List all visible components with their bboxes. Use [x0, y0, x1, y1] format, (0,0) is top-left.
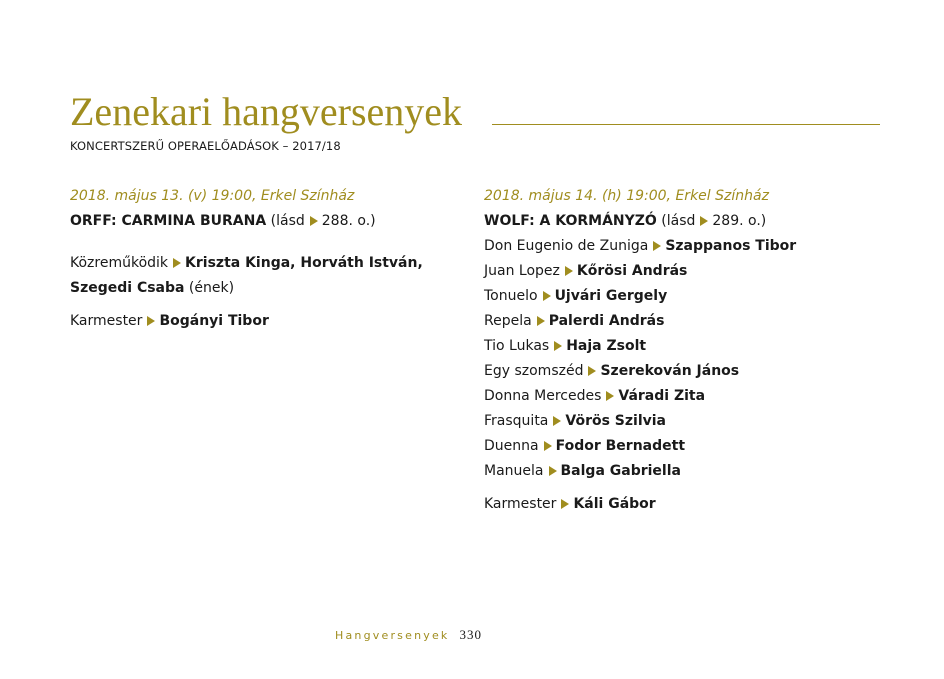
cast-role: Donna Mercedes — [484, 388, 602, 404]
cast-row — [484, 359, 884, 384]
triangle-right-icon — [554, 341, 562, 351]
cast-name: Balga Gabriella — [560, 463, 681, 479]
cast-row — [484, 234, 884, 259]
cast-role: Egy szomszéd — [484, 363, 584, 379]
ref-prefix: (lásd — [266, 213, 305, 229]
concert-left — [70, 184, 470, 334]
cast-role: Juan Lopez — [484, 263, 560, 279]
page-number: 330 — [459, 627, 482, 642]
conductor-name: Káli Gábor — [573, 496, 656, 512]
ref-page: 289. o.) — [712, 213, 767, 229]
page-subtitle: KONCERTSZERŰ OPERAELŐADÁSOK – 2017/18 — [70, 139, 341, 153]
triangle-right-icon — [565, 266, 573, 276]
conductor-line — [484, 492, 884, 517]
cast-role: Duenna — [484, 438, 539, 454]
cast-row — [484, 309, 884, 334]
concert-date: 2018. május 13. (v) 19:00, Erkel Színház — [70, 188, 355, 204]
performers-line-2 — [70, 276, 470, 301]
page-title: Zenekari hangversenyek — [70, 89, 463, 134]
page-footer — [335, 627, 482, 643]
concert-work — [484, 209, 884, 234]
cast-row — [484, 259, 884, 284]
triangle-right-icon — [173, 258, 181, 268]
cast-role: Tio Lukas — [484, 338, 550, 354]
cast-row — [484, 284, 884, 309]
cast-name: Szerekován János — [600, 363, 740, 379]
cast-name: Ujvári Gergely — [554, 288, 668, 304]
concert-work — [70, 209, 470, 234]
cast-name: Palerdi András — [548, 313, 665, 329]
triangle-right-icon — [653, 241, 661, 251]
cast-row — [484, 409, 884, 434]
conductor-name: Bogányi Tibor — [159, 313, 269, 329]
cast-row — [484, 434, 884, 459]
performers-label: Közreműködik — [70, 255, 169, 271]
performers-names: Kriszta Kinga, Horváth István, — [185, 255, 423, 271]
cast-role: Repela — [484, 313, 532, 329]
triangle-right-icon — [561, 499, 569, 509]
triangle-right-icon — [544, 441, 552, 451]
ref-page: 288. o.) — [321, 213, 376, 229]
cast-name: Szappanos Tibor — [665, 238, 797, 254]
triangle-right-icon — [147, 316, 155, 326]
triangle-right-icon — [588, 366, 596, 376]
triangle-right-icon — [553, 416, 561, 426]
work-title: WOLF: A KORMÁNYZÓ — [484, 213, 657, 229]
concert-date: 2018. május 14. (h) 19:00, Erkel Színház — [484, 188, 769, 204]
concert-right — [484, 184, 884, 517]
conductor-line — [70, 309, 470, 334]
cast-row — [484, 384, 884, 409]
cast-role: Don Eugenio de Zuniga — [484, 238, 649, 254]
ref-prefix: (lásd — [656, 213, 696, 229]
cast-name: Haja Zsolt — [566, 338, 647, 354]
cast-name: Váradi Zita — [618, 388, 706, 404]
triangle-right-icon — [537, 316, 545, 326]
cast-row — [484, 459, 884, 484]
triangle-right-icon — [700, 216, 708, 226]
cast-role: Tonuelo — [484, 288, 538, 304]
work-title: ORFF: CARMINA BURANA — [70, 213, 267, 229]
cast-role: Manuela — [484, 463, 544, 479]
triangle-right-icon — [606, 391, 614, 401]
cast-name: Vörös Szilvia — [565, 413, 667, 429]
cast-name: Kőrösi András — [576, 263, 688, 279]
cast-name: Fodor Bernadett — [555, 438, 686, 454]
cast-row — [484, 334, 884, 359]
title-rule — [492, 124, 880, 125]
conductor-label: Karmester — [484, 496, 557, 512]
performers-names-cont: Szegedi Csaba — [70, 280, 185, 296]
conductor-label: Karmester — [70, 313, 143, 329]
performers-note: (ének) — [184, 280, 235, 296]
triangle-right-icon — [310, 216, 318, 226]
cast-role: Frasquita — [484, 413, 549, 429]
triangle-right-icon — [549, 466, 557, 476]
triangle-right-icon — [543, 291, 551, 301]
footer-section: Hangversenyek — [335, 629, 450, 642]
performers-line — [70, 251, 470, 276]
